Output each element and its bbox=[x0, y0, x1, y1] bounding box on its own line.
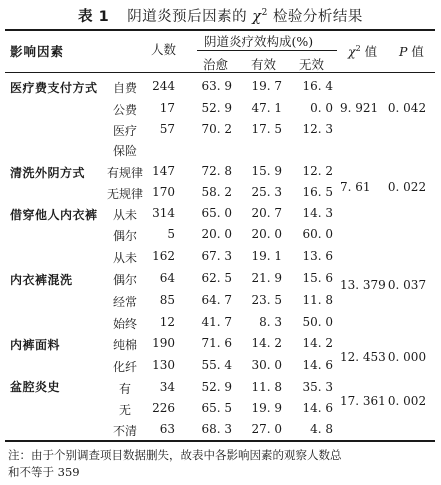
top-rule bbox=[5, 29, 435, 31]
count-value: 63 bbox=[159, 422, 175, 436]
category-label: 经常 bbox=[112, 295, 137, 309]
none-value: 35. 3 bbox=[302, 380, 333, 394]
effective-value: 27. 0 bbox=[251, 422, 282, 436]
count-value: 64 bbox=[159, 271, 175, 285]
cure-value: 58. 2 bbox=[201, 185, 232, 199]
header-chi-square bbox=[348, 42, 377, 60]
count-value: 170 bbox=[152, 185, 175, 199]
header-p-word: 值 bbox=[411, 44, 424, 59]
cure-value: 65. 5 bbox=[201, 401, 232, 415]
chi-square-value: 17. 361 bbox=[340, 394, 386, 408]
chi-square-value: 7. 61 bbox=[340, 180, 371, 194]
p-value: 0. 000 bbox=[387, 350, 427, 364]
none-value: 0. 0 bbox=[310, 101, 333, 115]
effective-value: 19. 7 bbox=[251, 79, 282, 93]
none-value: 16. 4 bbox=[302, 79, 333, 93]
header-p-symbol: P bbox=[399, 44, 408, 59]
table-footnote bbox=[8, 447, 436, 481]
cure-value: 72. 8 bbox=[201, 164, 232, 178]
none-value: 14. 3 bbox=[302, 206, 333, 220]
factor-label: 盆腔炎史 bbox=[10, 380, 61, 394]
none-value: 12. 3 bbox=[302, 122, 333, 136]
factor-label: 内衣裤混洗 bbox=[10, 273, 73, 287]
none-value: 60. 0 bbox=[302, 227, 333, 241]
category-label: 无规律 bbox=[106, 187, 143, 201]
none-value: 13. 6 bbox=[302, 249, 333, 263]
bottom-rule bbox=[5, 440, 435, 442]
header-cure: 治愈 bbox=[203, 57, 229, 72]
effective-value: 21. 9 bbox=[251, 271, 282, 285]
count-value: 34 bbox=[159, 380, 175, 394]
category-label: 无 bbox=[118, 403, 131, 417]
none-value: 14. 2 bbox=[302, 336, 333, 350]
count-value: 226 bbox=[152, 401, 175, 415]
none-value: 12. 2 bbox=[302, 164, 333, 178]
header-count: 人数 bbox=[151, 42, 177, 57]
count-value: 147 bbox=[152, 164, 175, 178]
cure-value: 52. 9 bbox=[201, 101, 232, 115]
category-label: 偶尔 bbox=[112, 273, 137, 287]
category-label: 保险 bbox=[112, 144, 137, 158]
effective-value: 8. 3 bbox=[259, 315, 282, 329]
effective-value: 47. 1 bbox=[251, 101, 282, 115]
header-p-value bbox=[399, 42, 424, 60]
effective-value: 19. 9 bbox=[251, 401, 282, 415]
category-label: 有规律 bbox=[106, 166, 143, 180]
category-label: 从未 bbox=[112, 251, 137, 265]
count-value: 85 bbox=[159, 293, 175, 307]
factor-label: 清洗外阴方式 bbox=[10, 166, 86, 180]
header-chi-word: 值 bbox=[364, 44, 378, 59]
header-factor: 影响因素 bbox=[10, 44, 65, 59]
category-label: 偶尔 bbox=[112, 229, 137, 243]
effective-value: 11. 8 bbox=[251, 380, 282, 394]
effective-value: 19. 1 bbox=[251, 249, 282, 263]
category-label: 医疗 bbox=[112, 124, 137, 138]
cure-value: 52. 9 bbox=[201, 380, 232, 394]
cure-value: 62. 5 bbox=[201, 271, 232, 285]
cure-value: 64. 7 bbox=[201, 293, 232, 307]
category-label: 有 bbox=[118, 382, 131, 396]
footnote-line-1: 注：由于个别调查项目数据删失，故表中各影响因素的观察人数总 bbox=[8, 448, 342, 462]
category-label: 自费 bbox=[112, 81, 137, 95]
effective-value: 25. 3 bbox=[251, 185, 282, 199]
composition-underline bbox=[197, 50, 337, 51]
header-none: 无效 bbox=[299, 57, 325, 72]
none-value: 14. 6 bbox=[302, 358, 333, 372]
effective-value: 15. 9 bbox=[251, 164, 282, 178]
p-value: 0. 002 bbox=[387, 394, 427, 408]
title-text: 阴道炎预后因素的 bbox=[127, 9, 248, 25]
title-chi-symbol: χ bbox=[252, 9, 262, 25]
cure-value: 68. 3 bbox=[201, 422, 232, 436]
footnote-line-2: 和不等于 359 bbox=[8, 465, 80, 479]
table-number: 表 1 bbox=[78, 9, 110, 25]
cure-value: 20. 0 bbox=[201, 227, 232, 241]
table-title bbox=[0, 5, 441, 27]
effective-value: 23. 5 bbox=[251, 293, 282, 307]
factor-label: 借穿他人内衣裤 bbox=[10, 208, 98, 222]
count-value: 244 bbox=[152, 79, 175, 93]
header-chi-superscript: 2 bbox=[355, 43, 361, 53]
count-value: 17 bbox=[159, 101, 175, 115]
p-value: 0. 042 bbox=[387, 101, 427, 115]
effective-value: 20. 0 bbox=[251, 227, 282, 241]
count-value: 130 bbox=[152, 358, 175, 372]
none-value: 16. 5 bbox=[302, 185, 333, 199]
p-value: 0. 022 bbox=[387, 180, 427, 194]
count-value: 12 bbox=[159, 315, 175, 329]
category-label: 纯棉 bbox=[112, 338, 137, 352]
title-suffix: 检验分析结果 bbox=[272, 9, 363, 25]
chi-square-value: 13. 379 bbox=[340, 278, 386, 292]
none-value: 15. 6 bbox=[302, 271, 333, 285]
effective-value: 14. 2 bbox=[251, 336, 282, 350]
category-label: 化纤 bbox=[112, 360, 137, 374]
factor-label: 医疗费支付方式 bbox=[10, 81, 98, 95]
count-value: 5 bbox=[167, 227, 175, 241]
category-label: 不清 bbox=[112, 424, 137, 438]
header-effective: 有效 bbox=[251, 57, 277, 72]
chi-square-value: 12. 453 bbox=[340, 350, 386, 364]
cure-value: 67. 3 bbox=[201, 249, 232, 263]
none-value: 11. 8 bbox=[302, 293, 333, 307]
category-label: 公费 bbox=[112, 103, 137, 117]
cure-value: 55. 4 bbox=[201, 358, 232, 372]
cure-value: 71. 6 bbox=[201, 336, 232, 350]
factor-label: 内裤面料 bbox=[10, 338, 61, 352]
none-value: 14. 6 bbox=[302, 401, 333, 415]
cure-value: 65. 0 bbox=[201, 206, 232, 220]
none-value: 4. 8 bbox=[310, 422, 333, 436]
chi-square-value: 9. 921 bbox=[340, 101, 379, 115]
count-value: 314 bbox=[152, 206, 175, 220]
count-value: 190 bbox=[152, 336, 175, 350]
header-composition: 阴道炎疗效构成(%) bbox=[204, 34, 314, 49]
none-value: 50. 0 bbox=[302, 315, 333, 329]
cure-value: 70. 2 bbox=[201, 122, 232, 136]
effective-value: 20. 7 bbox=[251, 206, 282, 220]
effective-value: 17. 5 bbox=[251, 122, 282, 136]
effective-value: 30. 0 bbox=[251, 358, 282, 372]
p-value: 0. 037 bbox=[387, 278, 427, 292]
cure-value: 41. 7 bbox=[201, 315, 232, 329]
title-chi-superscript: 2 bbox=[261, 8, 268, 19]
count-value: 162 bbox=[152, 249, 175, 263]
category-label: 始终 bbox=[112, 317, 137, 331]
header-chi-symbol: χ bbox=[348, 44, 356, 59]
cure-value: 63. 9 bbox=[201, 79, 232, 93]
category-label: 从未 bbox=[112, 208, 137, 222]
count-value: 57 bbox=[159, 122, 175, 136]
